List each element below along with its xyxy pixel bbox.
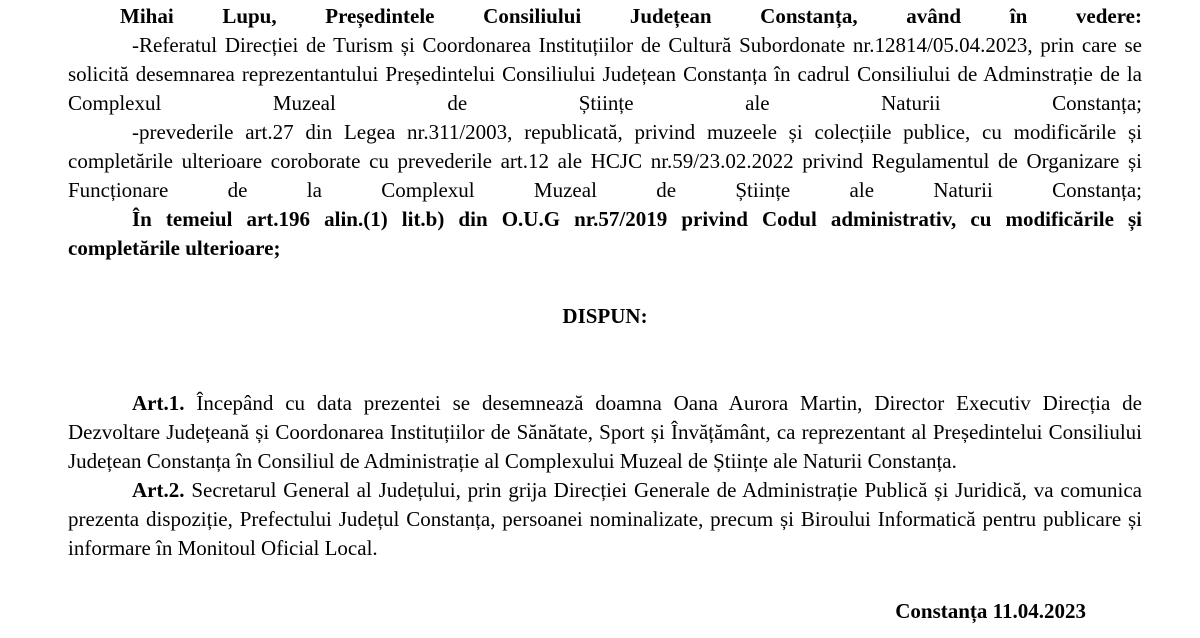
- preamble-paragraph-prevederi: -prevederile art.27 din Legea nr.311/2003, republicată, privind muzeele și colecțiile publice, cu modificările și completările ulterioare coroborate cu prevederile art.12 ale HCJC nr.59/23.02.2022 privind Regulamentul de Organizare și Funcționare de la Complexul Muzeal de Științe ale Naturii Constanța;: [68, 120, 1142, 202]
- article-1: [68, 389, 1142, 476]
- spacer-before-footer: [68, 563, 1142, 597]
- document-heading: Mihai Lupu, Președintele Consiliului Județean Constanța, având în vedere:: [120, 4, 1142, 28]
- article-1-text: Începând cu data prezentei se desemnează doamna Oana Aurora Martin, Director Executiv Direcția de Dezvoltare Județeană și Coordonarea Instituțiilor de Sănătate, Sport și Învățământ, ca reprezentant al Președintelui Consiliului Județean Constanța în Consiliul de Administrație al Complexului Muzeal de Științe ale Naturii Constanța.: [68, 391, 1143, 473]
- legal-basis-paragraph: În temeiul art.196 alin.(1) lit.b) din O.U.G nr.57/2019 privind Codul administrativ, cu modificările și completările ulterioare;: [68, 207, 1142, 260]
- footer-place-and-date: Constanța 11.04.2023: [895, 599, 1086, 623]
- article-1-label: Art.1.: [132, 391, 197, 415]
- spacer-after-dispun: [68, 331, 1142, 389]
- spacer-before-dispun: [68, 263, 1142, 302]
- article-2-label: Art.2.: [132, 478, 192, 502]
- article-2-text: Secretarul General al Județului, prin grija Direcției Generale de Administrație Publică și Juridică, va comunica prezenta dispoziție, Prefectului Județul Constanța, persoanei nominalizate, precum și Biroului Informatică pentru publicare și informare în Monitoul Oficial Local.: [68, 478, 1142, 560]
- document-body: [68, 2, 1142, 626]
- preamble-paragraph-referat: -Referatul Direcției de Turism și Coordonarea Instituțiilor de Cultură Subordonate nr.12814/05.04.2023, prin care se solicită desemnarea reprezentantului Președintelui Consiliului Județean Constanța în cadrul Consiliului de Adminstrație de la Complexul Muzeal de Științe ale Naturii Constanța;: [68, 33, 1142, 115]
- article-2: [68, 476, 1142, 563]
- dispun-label: DISPUN:: [562, 304, 648, 328]
